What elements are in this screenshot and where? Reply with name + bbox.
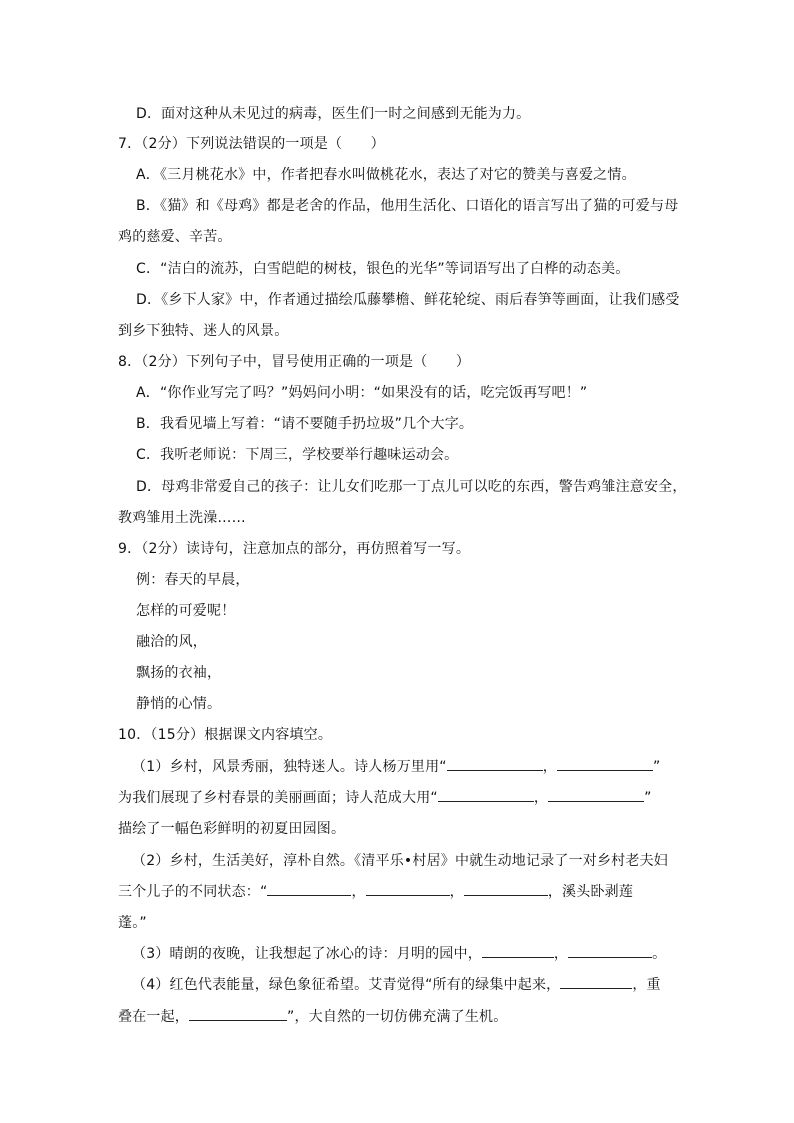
q9-example-line-2: 怎样的可爱呢！ — [136, 603, 236, 619]
answer-blank[interactable] — [189, 1006, 287, 1021]
comma: ， — [449, 884, 464, 900]
close-quote: ” — [644, 790, 652, 806]
q10-part-1-line-2 — [118, 787, 678, 809]
q7-option-b-continued: 鸡的慈爱、辛苦。 — [118, 229, 232, 245]
question-10-stem: 10．（15分）根据课文内容填空。 — [118, 727, 333, 743]
question-7-stem: 7．（2分）下列说法错误的一项是（ ） — [118, 136, 385, 152]
comma: ， — [553, 946, 569, 962]
answer-blank[interactable] — [366, 881, 450, 896]
comma: ， — [542, 759, 557, 775]
q10-p4-text: 叠在一起， — [118, 1009, 189, 1025]
close-quote: ” — [652, 759, 661, 775]
q10-p4-text: （4）红色代表能量，绿色象征希望。艾青觉得“所有的绿集中起来， — [132, 977, 561, 993]
question-8-stem: 8．（2分）下列句子中，冒号使用正确的一项是（ ） — [118, 354, 471, 370]
q10-part-1-line-3: 描绘了一幅色彩鲜明的初夏田园图。 — [118, 821, 346, 837]
question-9-stem: 9．（2分）读诗句，注意加点的部分，再仿照着写一写。 — [118, 541, 471, 557]
q6-option-d: D．面对这种从未见过的病毒，医生们一时之间感到无能为力。 — [136, 106, 531, 122]
answer-blank[interactable] — [438, 787, 534, 802]
q8-option-b: B．我看见墙上写着：“请不要随手扔垃圾”几个大字。 — [136, 416, 474, 432]
q9-example-line-5: 静悄的心情。 — [136, 696, 222, 712]
q10-p4-text: ，重 — [632, 977, 661, 993]
answer-blank[interactable] — [464, 881, 548, 896]
q9-example-line-3: 融洽的风， — [136, 634, 207, 650]
q7-option-c: C．“洁白的流苏，白雪皑皑的树枝，银色的光华”等词语写出了白桦的动态美。 — [136, 261, 630, 277]
q10-p1-text: 为我们展现了乡村春景的美丽画面；诗人范成大用“ — [118, 790, 438, 806]
answer-blank[interactable] — [548, 787, 644, 802]
q10-p4-text: ”，大自然的一切仿佛充满了生机。 — [287, 1009, 508, 1025]
q10-part-3-line-1 — [132, 943, 692, 965]
q7-option-b: B．《猫》和《母鸡》都是老舍的作品，他用生活化、口语化的语言写出了猫的可爱与母 — [136, 198, 679, 214]
q9-example-line-1: 例：春天的早晨， — [136, 572, 250, 588]
q7-option-a: A．《三月桃花水》中，作者把春水叫做桃花水，表达了对它的赞美与喜爱之情。 — [136, 167, 636, 183]
q8-option-d: D．母鸡非常爱自己的孩子：让儿女们吃那一丁点儿可以吃的东西，警告鸡雏注意安全， — [136, 479, 687, 495]
q7-option-d: D．《乡下人家》中，作者通过描绘瓜藤攀檐、鲜花轮绽、雨后春笋等画面，让我们感受 — [136, 292, 680, 308]
q8-option-c: C．我听老师说：下周三，学校要举行趣味运动会。 — [136, 447, 459, 463]
q8-option-a: A．“你作业写完了吗？”妈妈问小明：“如果没有的话，吃完饭再写吧！” — [136, 385, 588, 401]
q10-part-2-line-3: 蓬。” — [118, 915, 147, 931]
answer-blank[interactable] — [267, 881, 351, 896]
answer-blank[interactable] — [557, 756, 653, 771]
comma: ， — [533, 790, 549, 806]
q10-part-2-line-2 — [118, 881, 678, 903]
q10-part-1-line-1 — [132, 756, 692, 778]
q10-part-2-line-1: （2）乡村，生活美好，淳朴自然。《清平乐•村居》中就生动地记录了一对乡村老夫妇 — [132, 853, 668, 869]
q8-option-d-continued: 教鸡雏用土洗澡…… — [118, 510, 246, 526]
answer-blank[interactable] — [447, 756, 543, 771]
q10-p3-text: （3）晴朗的夜晚，让我想起了冰心的诗：月明的园中， — [132, 946, 482, 962]
q9-example-line-4: 飘扬的衣袖， — [136, 665, 222, 681]
answer-blank[interactable] — [568, 943, 652, 958]
q10-p2-text: 三个儿子的不同状态：“ — [118, 884, 268, 900]
q10-part-4-line-2 — [118, 1006, 678, 1028]
answer-blank[interactable] — [560, 974, 632, 989]
answer-blank[interactable] — [482, 943, 554, 958]
q10-part-4-line-1 — [132, 974, 692, 996]
q7-option-d-continued: 到乡下独特、迷人的风景。 — [118, 323, 289, 339]
q10-p2-text: ，溪头卧剥莲 — [547, 884, 634, 900]
q10-p1-text: （1）乡村，风景秀丽，独特迷人。诗人杨万里用“ — [132, 759, 447, 775]
period: 。 — [652, 946, 667, 962]
comma: ， — [351, 884, 366, 900]
